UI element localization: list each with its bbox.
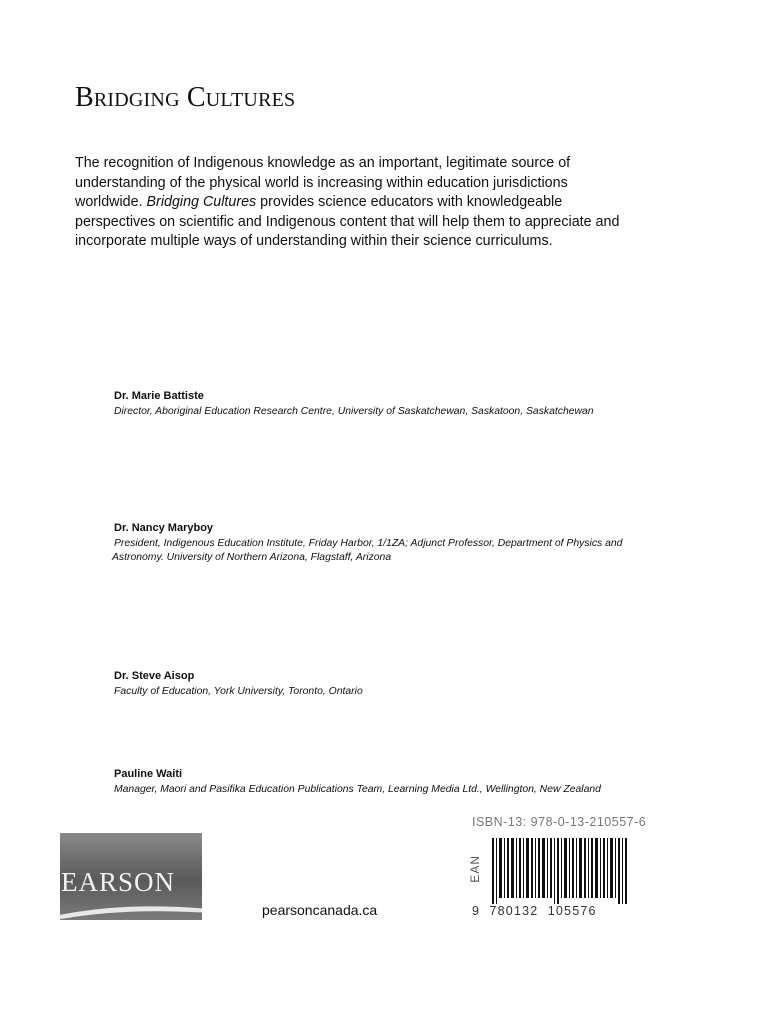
endorser-affiliation: President, Indigenous Education Institute, Friday Harbor, 1/1ZA; Adjunct Professor, Department of Physics and Astronomy. University of Northern Arizona, Flagstaff, Arizona bbox=[112, 538, 623, 563]
endorser-name: Dr. Marie Battiste bbox=[114, 390, 204, 402]
endorser-name: Pauline Waiti bbox=[114, 768, 183, 780]
barcode bbox=[492, 838, 630, 904]
back-cover-blurb bbox=[75, 154, 635, 252]
barcode-digits: 9 780132 105576 bbox=[472, 904, 597, 918]
ean-label: EAN bbox=[468, 855, 482, 883]
endorser-1 bbox=[114, 389, 654, 419]
publisher-url: pearsoncanada.ca bbox=[262, 902, 378, 918]
endorser-2 bbox=[114, 521, 654, 564]
endorser-name: Dr. Steve Aisop bbox=[114, 670, 195, 682]
blurb-italic-title: Bridging Cultures bbox=[146, 194, 257, 211]
endorser-affiliation: Faculty of Education, York University, Toronto, Ontario bbox=[114, 686, 363, 697]
endorser-3 bbox=[114, 669, 654, 699]
pearson-logo-text: EARSON bbox=[61, 867, 176, 897]
endorser-name: Dr. Nancy Maryboy bbox=[114, 522, 214, 534]
pearson-logo bbox=[60, 833, 202, 920]
isbn-label: ISBN-13: 978-0-13-210557-6 bbox=[472, 815, 647, 829]
blurb-text-2: provides science educators with knowledgeable perspectives on scientific and Indigenous content that will help them to appreciate and incorporate multiple ways of understanding within their science curriculums. bbox=[75, 194, 620, 250]
endorser-affiliation: Manager, Maori and Pasifika Education Publications Team, Learning Media Ltd., Wellington, New Zealand bbox=[114, 784, 601, 795]
endorser-4 bbox=[114, 767, 654, 797]
logo-swoosh-icon bbox=[60, 899, 202, 920]
endorser-affiliation: Director, Aboriginal Education Research Centre, University of Saskatchewan, Saskatoon, Saskatchewan bbox=[114, 406, 594, 417]
book-title: Bridging Cultures bbox=[75, 82, 296, 113]
blurb-text-1: The recognition of Indigenous knowledge as an important, legitimate source of understanding of the physical world is increasing within education jurisdictions worldwide. bbox=[75, 155, 571, 211]
